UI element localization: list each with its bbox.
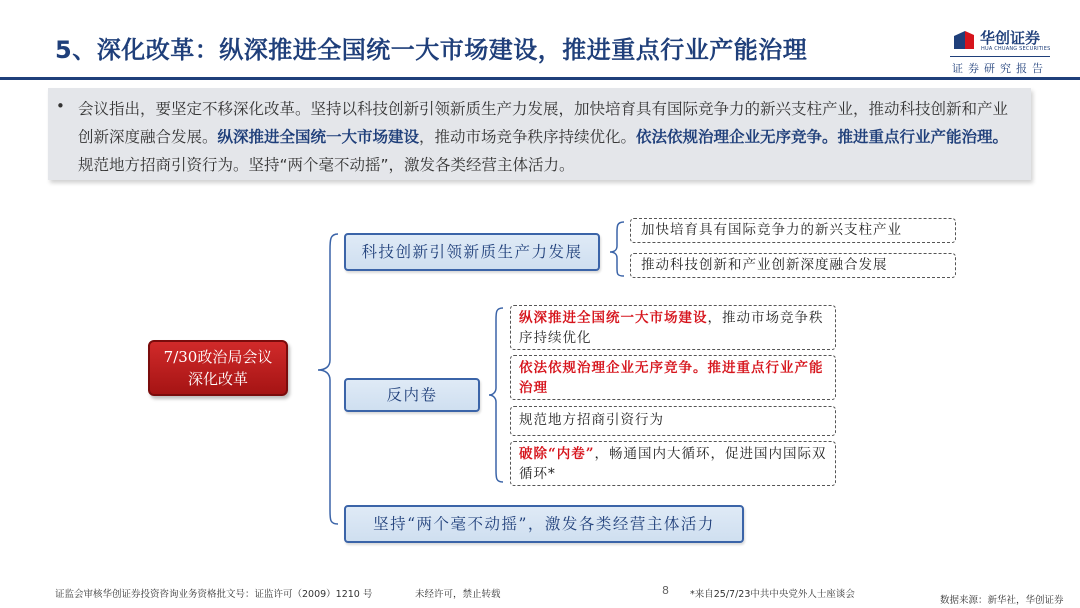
logo-icon [952,28,976,52]
leaf-break-involution [510,441,836,486]
leaf-unified-market [510,305,836,350]
logo-divider [950,56,1050,57]
leaf-break-involution-text: ，畅通国内大循环，促进国内国际双循环* [519,446,827,482]
footer-note: *来自25/7/23中共中央党外人士座谈会 [690,589,855,600]
leaf-unified-market-text: ，推动市场竞争秩序持续优化 [519,310,824,346]
leaf-capacity-governance-highlight: 依法依规治理企业无序竞争。推进重点行业产能治理 [519,360,824,396]
branch-two-unwavering: 坚持“两个毫不动摇”，激发各类经营主体活力 [344,505,744,543]
report-tag: 证券研究报告 [952,62,1048,75]
summary-part-1: 会议指出，要坚定不移深化改革。坚持以科技创新引领新质生产力发展，加快培育具有国际竞争力的新兴支柱产业，推动科技创新和产业创新深度融合发展。 [78,100,1009,146]
leaf-capacity-governance [510,355,836,400]
leaf-investment-regulation: 规范地方招商引资行为 [510,406,836,436]
leaf-emerging-industries: 加快培育具有国际竞争力的新兴支柱产业 [630,218,956,243]
logo-subtitle: HUA CHUANG SECURITIES [981,46,1051,52]
footer-license: 证监会审核华创证券投资咨询业务资格批文号：证监许可（2009）1210 号 [55,589,373,600]
summary-text [78,95,1023,179]
leaf-unified-market-highlight: 纵深推进全国统一大市场建设 [519,310,708,326]
summary-part-5: 规范地方招商引资行为。坚持“两个毫不动摇”，激发各类经营主体活力。 [78,156,575,174]
root-node [148,340,288,396]
footer-source: 数据来源：新华社，华创证券 [940,595,1064,606]
header-rule [0,77,1080,80]
summary-bold-2: 依法依规治理企业无序竞争。推进重点行业产能治理。 [636,128,1009,146]
page-title: 5、深化改革：纵深推进全国统一大市场建设，推进重点行业产能治理 [55,36,808,64]
summary-bold-1: 纵深推进全国统一大市场建设 [217,128,420,146]
leaf-break-involution-highlight: 破除“内卷” [519,446,595,462]
leaf-tech-industry-integration: 推动科技创新和产业创新深度融合发展 [630,253,956,278]
branch-anti-involution: 反内卷 [344,378,480,412]
root-line-2: 深化改革 [187,370,248,388]
logo-name: 华创证券 [980,29,1041,47]
page-number: 8 [662,584,669,597]
summary-bullet: • [56,97,65,115]
footer-no-reprint: 未经许可，禁止转载 [415,589,501,600]
root-line-1: 7/30政治局会议 [163,348,273,366]
summary-part-3: ，推动市场竞争秩序持续优化。 [419,128,637,146]
branch-tech-innovation: 科技创新引领新质生产力发展 [344,233,600,271]
